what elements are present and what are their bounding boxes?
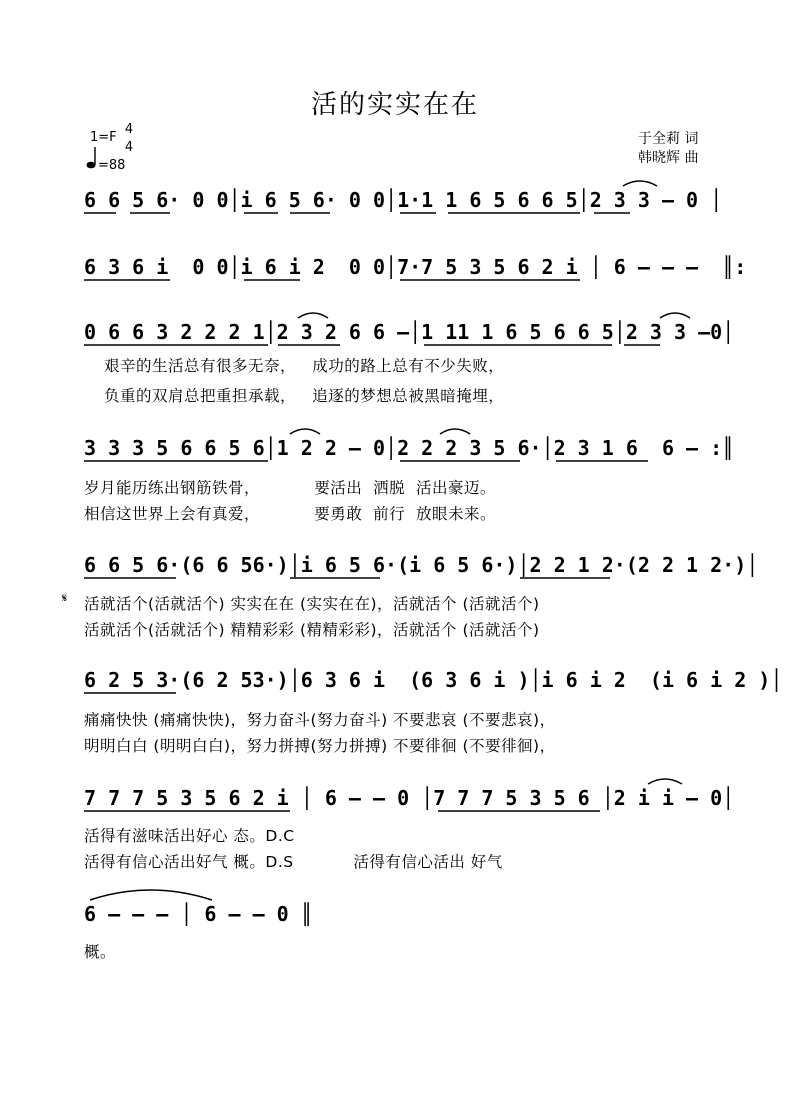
notation-line-5: 6 6 5 6·(6 6 56·)│i 6 5 6·(i 6 5 6·)│2 2 1 2·(2 2 1 2·)│ — [84, 553, 759, 577]
lyricist-credit: 于全莉 词 — [638, 131, 699, 147]
lyric-line-6b: 明明白白 (明明白白)，努力拼搏(努力拼搏) 不要徘徊 (不要徘徊)， — [84, 737, 556, 755]
notation-line-7: 7 7 7 5 3 5 6 2 i │ 6 – – 0 │7 7 7 5 3 5 6 │2 i i – 0│ — [84, 786, 735, 810]
time-signature-top: 4 — [124, 122, 134, 137]
lyric-line-4b: 相信这世界上会有真爱， 要勇敢 前行 放眼未来。 — [84, 505, 496, 523]
notation-line-8: 6 – – – │ 6 – – 0 ║ — [84, 902, 313, 926]
notation-line-3: 0 6 6 3 2 2 2 1│2 3 2 6 6 –│1 11 1 6 5 6 6 5│2 3 3 –0│ — [84, 320, 735, 344]
notation-line-6: 6 2 5 3·(6 2 53·)│6 3 6 i (6 3 6 i )│i 6 i 2 (i 6 i 2 )│ — [84, 668, 783, 692]
lyric-line-4a: 岁月能历练出钢筋铁骨， 要活出 洒脱 活出豪迈。 — [84, 479, 496, 497]
lyric-line-8: 概。 — [84, 943, 117, 961]
slur-mark — [290, 429, 320, 434]
slur-mark — [298, 313, 328, 318]
lyric-line-7b: 活得有信心活出好气 概。D.S 活得有信心活出 好气 — [84, 853, 503, 871]
notation-line-4: 3 3 3 5 6 6 5 6│1 2 2 – 0│2 2 2 3 5 6·│2 3 1 6 6 – :║ — [84, 436, 735, 460]
slur-mark — [648, 779, 682, 784]
lyric-line-3a: 艰辛的生活总有很多无奈， 成功的路上总有不少失败， — [104, 357, 505, 375]
segno-icon: 𝄋 — [62, 591, 68, 605]
lyric-line-3b: 负重的双肩总把重担承载， 追逐的梦想总被黑暗掩埋， — [104, 387, 505, 405]
time-signature-bottom: 4 — [124, 140, 134, 155]
slur-mark — [660, 313, 690, 318]
lyric-line-6a: 痛痛快快 (痛痛快快)，努力奋斗(努力奋斗) 不要悲哀 (不要悲哀)， — [84, 711, 556, 729]
song-title: 活的实实在在 — [310, 90, 479, 120]
notation-line-2: 6 3 6 i 0 0│i 6 i 2 0 0│7·7 5 3 5 6 2 i │ 6 – – – ║: — [84, 255, 747, 279]
lyric-line-7a: 活得有滋味活出好心 态。D.C — [84, 827, 295, 845]
lyric-line-5a: 活就活个(活就活个) 实实在在 (实实在在)，活就活个 (活就活个) — [84, 595, 540, 613]
composer-credit: 韩晓辉 曲 — [638, 150, 699, 166]
key-signature: 1=F — [90, 130, 117, 145]
lyric-line-5b: 活就活个(活就活个) 精精彩彩 (精精彩彩)，活就活个 (活就活个) — [84, 621, 540, 639]
slur-mark — [623, 181, 657, 186]
slur-mark — [440, 429, 470, 434]
tempo-marking: =88 — [98, 158, 126, 173]
notation-line-1: 6 6 5 6· 0 0│i 6 5 6· 0 0│1·1 1 6 5 6 6 5│2 3 3 – 0 │ — [84, 188, 723, 212]
slur-mark — [90, 890, 212, 900]
